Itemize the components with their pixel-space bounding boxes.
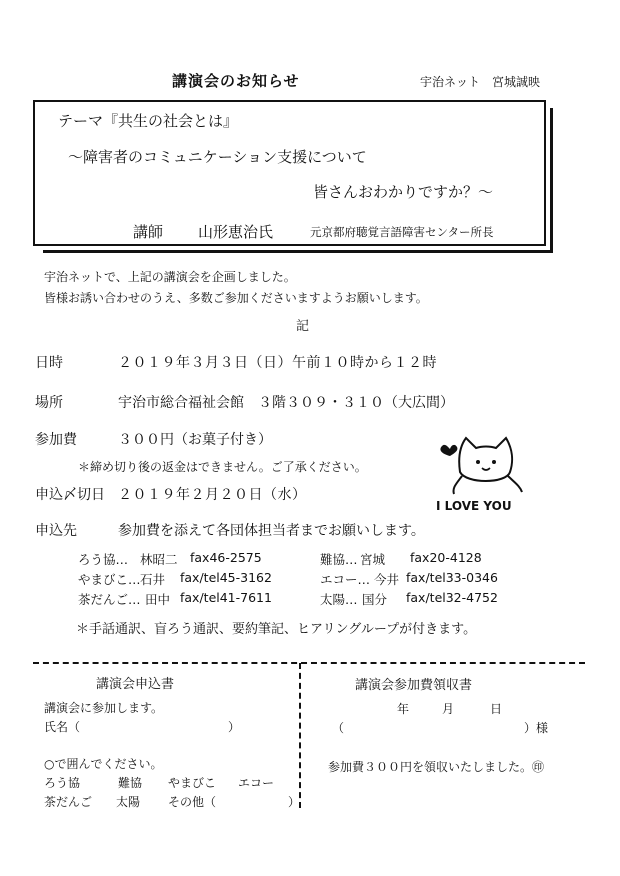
contact-person: 林昭二 [140,552,178,567]
theme-title: テーマ『共生の社会とは』 [58,112,239,130]
contact-fax: fax46-2575 [190,550,262,565]
option-nankyo[interactable]: 難協 [118,776,143,790]
theme-subtitle-2: 皆さんおわかりですか？～ [313,183,494,201]
ki-mark: 記 [296,319,310,334]
contact-person: 国分 [362,592,388,607]
option-yamabiko[interactable]: やまびこ [168,776,217,790]
contact-person: 宮城 [360,552,386,567]
intro-line-1: 宇治ネットで、上記の講演会を企画しました。 [44,270,296,284]
name-field-label: 氏名（ [44,720,81,734]
contact-group: やまびこ… [78,572,141,587]
organizer: 宇治ネット 宮城誠映 [420,75,541,89]
theme-subtitle-1: ～障害者のコミュニケーション支援について [68,148,367,166]
apply-value: 参加費を添えて各団体担当者までお願いします。 [118,523,425,539]
receipt-paren-close: ）様 [524,721,549,735]
intro-line-2: 皆様お誘い合わせのうえ、多数ご参加くださいますようお願いします。 [44,291,428,305]
option-rokyo[interactable]: ろう協 [44,776,81,790]
date-label: 日時 [35,355,63,371]
deadline-value: ２０１９年２月２０日（水） [118,487,307,503]
application-form-title: 講演会申込書 [96,677,175,692]
contact-group: 難協… [320,552,358,567]
contact-fax: fax/tel45-3162 [180,570,272,585]
contact-person: 田中 [145,592,171,607]
date-value: ２０１９年３月３日（日）午前１０時から１２時 [118,355,437,371]
option-other[interactable]: その他（ [168,795,217,809]
circle-instruction: ○で囲んでください。 [44,757,163,771]
contact-fax: fax/tel33-0346 [406,570,498,585]
option-taiyo[interactable]: 太陽 [116,795,141,809]
lecturer-title: 元京都府聴覚言語障害センター所長 [310,225,494,239]
cut-line-vertical [299,663,301,808]
option-chadango[interactable]: 茶だんご [44,795,93,809]
contact-fax: fax/tel41-7611 [180,590,272,605]
page-title: 講演会のお知らせ [172,72,300,90]
receipt-paren-open: （ [332,721,345,735]
i-love-you-caption: I LOVE YOU [436,499,512,513]
contact-group: 太陽… [320,592,358,607]
receipt-year: 年 [397,702,410,716]
contact-group: 茶だんご… [78,592,141,607]
place-value: 宇治市総合福祉会館 ３階３０９・３１０（大広間） [118,395,454,411]
services-note: ＊手話通訳、盲ろう通訳、要約筆記、ヒアリングループが付きます。 [76,622,477,637]
contact-person: 石井 [140,572,166,587]
lecturer-name: 山形恵治氏 [198,223,274,241]
fee-value: ３００円（お菓子付き） [118,432,272,448]
cat-illustration [430,432,530,500]
heart-icon [440,445,457,456]
contact-fax: fax20-4128 [410,550,482,565]
cut-line-horizontal [33,662,585,664]
apply-label: 申込先 [35,523,77,539]
receipt-day: 日 [490,702,503,716]
lecturer-label: 講師 [133,223,164,241]
receipt-title: 講演会参加費領収書 [355,678,473,693]
option-echo[interactable]: エコー [238,776,275,790]
place-label: 場所 [35,395,63,411]
fee-note: ＊締め切り後の返金はできません。ご了承ください。 [78,460,367,474]
fee-label: 参加費 [35,432,77,448]
contact-group: ろう協… [78,552,129,567]
name-field-close: ） [228,720,241,734]
contact-person: 今井 [374,572,400,587]
contact-fax: fax/tel32-4752 [406,590,498,605]
deadline-label: 申込〆切日 [35,487,105,503]
receipt-text: 参加費３００円を領収いたしました。㊞ [328,760,545,774]
cat-drawing [430,432,530,500]
name-field[interactable] [84,720,224,734]
application-line: 講演会に参加します。 [44,701,164,715]
option-other-close: ） [288,795,301,809]
contact-group: エコー… [320,572,371,587]
receipt-month: 月 [442,702,455,716]
